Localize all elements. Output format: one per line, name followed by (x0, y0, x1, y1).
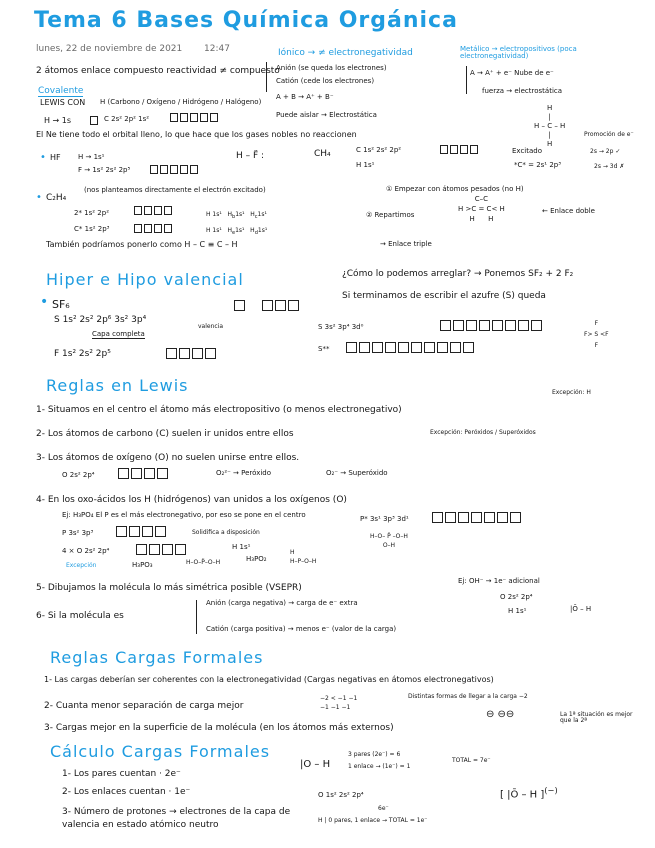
rl-4c: P 3s² 3p³ (62, 529, 94, 537)
apb-text: A + B → A⁺ + B⁻ (276, 93, 334, 101)
rl-5d: H 1s¹ (508, 607, 527, 615)
metal-eq: A → A⁺ + e⁻ Nube de e⁻ (470, 69, 554, 77)
h-boxes (90, 116, 98, 125)
c2h4-desc: (nos planteamos directamente el electrón excitado) (84, 186, 266, 194)
rl-5b: Ej: OH⁻ → 1e⁻ adicional (458, 577, 540, 585)
p-boxes (116, 526, 166, 537)
si-term-text: Si terminamos de escribir el azufre (S) queda (342, 291, 546, 301)
c2h4-label: C₂H₄ (46, 193, 67, 203)
rl-3e: O₂⁻ → Superóxido (326, 469, 388, 477)
rl-6: 6- Si la molécula es (36, 611, 124, 621)
hf-h: H → 1s¹ (78, 153, 105, 161)
tambien-line: También podríamos ponerlo como H – C ≡ C – H (46, 240, 238, 249)
valencia-text: valencia (198, 323, 224, 330)
promoc-text: Promoción de e⁻ (584, 131, 634, 138)
ch4-h: H 1s¹ (356, 161, 375, 169)
s3-boxes (440, 320, 542, 331)
h3po4-struct: H–O– P̈ –O–H O–H (370, 533, 408, 549)
rc-1: 1- Las cargas deberían ser coherentes con la electronegatividad (Cargas negativas en átomos electronegativos) (44, 675, 494, 684)
metalico-title: Metálico → electropositivos (poca electronegatividad) (460, 45, 577, 60)
rl-5c: O 2s² 2p⁴ (500, 593, 533, 601)
s-line: S 1s² 2s² 2p⁶ 3s² 3p⁴ (54, 315, 147, 325)
page-title: Tema 6 Bases Química Orgánica (34, 8, 458, 33)
rc-2-chain: −2 < −1 −1 −1 −1 −1 (320, 695, 358, 711)
calc-enlace: 1 enlace → (1e⁻) = 1 (348, 763, 411, 770)
o4-boxes (136, 544, 186, 555)
ch4-struct: H | H – C – H | H (534, 104, 566, 148)
calc-2: 2- Los enlaces cuentan · 1e⁻ (62, 787, 191, 797)
enlace-triple: → Enlace triple (380, 240, 432, 248)
rc-3b: La 1ª situación es mejor que la 2ª (560, 711, 633, 724)
sf6-bullet: • (40, 294, 49, 310)
s-star2-boxes (346, 342, 474, 353)
oh-bracket-struct: [ |Ō – H ](−) (500, 785, 558, 801)
sf6-label: SF₆ (52, 298, 70, 311)
oh-struct: |Ō – H (570, 605, 592, 613)
ch4-label: CH₄ (314, 149, 331, 159)
ionico-title: Iónico → ≠ electronegatividad (278, 48, 413, 58)
paso1-text: ① Empezar con átomos pesados (no H) (386, 185, 524, 193)
rl-6a: Anión (carga negativa) → carga de e⁻ extra (206, 599, 358, 607)
rl-3b: Excepción: Peróxidos / Superóxidos (430, 429, 536, 436)
page-time: 12:47 (204, 44, 230, 54)
anion-text: Anión (se queda los electrones) (276, 64, 387, 72)
hf-label: HF (50, 153, 61, 162)
sf6-p-boxes (262, 300, 299, 311)
rl-4b: Ej: H₃PO₄ El P es el más electronegativo, por eso se pone en el centro (62, 511, 306, 519)
f-boxes (166, 348, 216, 359)
calc-3: 3- Número de protones → electrones de la capa de valencia en estado atómico neutro (62, 807, 291, 830)
h-list: H 1s¹ $H_b1s^1$ $H_c1s^1$ H 1s¹ $H_e1s^1$ $H_d1s^1$ (206, 211, 268, 237)
c-boxes (170, 113, 218, 122)
excitado-text: Excitado (512, 147, 542, 155)
h3po2-struct: H H–P–O–H (290, 549, 317, 565)
rc-3: 3- Cargas mejor en la superficie de la molécula (en los átomos más externos) (44, 723, 394, 733)
h-config: H → 1s (44, 116, 72, 125)
rc-circles: ⊖ ⊖⊖ (486, 709, 515, 720)
c2h4-bullet: • (36, 192, 42, 203)
h3po2: H₃PO₂ (246, 555, 267, 563)
capa-text: Capa completa (92, 330, 145, 338)
calc-o-line: O 1s² 2s² 2p⁴ (318, 791, 364, 799)
hf-bullet: • (40, 152, 46, 163)
calc-oh: |O – H (300, 759, 331, 770)
intro-line1: 2 átomos enlace compuesto reactividad ≠ compuesto (36, 66, 280, 76)
c2h4-boxes1 (134, 206, 172, 215)
rl-5: 5- Dibujamos la molécula lo más simétrica posible (VSEPR) (36, 583, 302, 593)
rl-3c: O 2s² 2p⁴ (62, 471, 95, 479)
hf-f: F → 1s² 2s² 2p⁵ (78, 166, 131, 174)
rl-1b: Excepción: H (552, 389, 591, 396)
reglas-lewis-title: Reglas en Lewis (46, 376, 189, 395)
h3po3: H₃PO₃ (132, 561, 153, 569)
covalente-label: Covalente (38, 86, 84, 96)
c-star: *C* = 2s¹ 2p³ (514, 161, 562, 169)
sf6-struct: F F> S <F F (584, 320, 609, 349)
excep-label: Excepción (66, 562, 97, 569)
rl-4: 4- En los oxo-ácidos los H (hidrógenos) van unidos a los oxígenos (O) (36, 495, 347, 505)
c2h4-boxes2 (134, 224, 172, 233)
hf-lewis: H – F̈ : (236, 151, 265, 161)
rl-6-bracket (196, 600, 197, 634)
c-config: C 2s² 2p² 1s² (104, 115, 150, 123)
hiper-title: Hiper e Hipo valencial (46, 270, 244, 289)
ch4-c: C 1s² 2s² 2p² (356, 146, 402, 154)
s3-text: S 3s² 3p⁴ 3d⁰ (318, 323, 364, 331)
p-star-boxes (432, 512, 521, 523)
rl-3d: O₂²⁻ → Peróxido (216, 469, 272, 477)
sf6-s-boxes (234, 300, 245, 311)
metal-bracket (466, 66, 467, 94)
c2h4-struct: C–C H >C = C< H H H (458, 195, 505, 223)
rl-4e: 4 × O 2s² 2p⁴ (62, 547, 110, 555)
cation-text: Catión (cede los electrones) (276, 77, 375, 85)
ionico-bracket (266, 62, 267, 92)
rl-1: 1- Situamos en el centro el átomo más electropositivo (o menos electronegativo) (36, 405, 402, 415)
e-line: 2s → 2p ✓ (590, 148, 621, 155)
rl-4f: H 1s¹ (232, 543, 251, 551)
lewis-desc: H (Carbono / Oxígeno / Hidrógeno / Halógeno) (100, 98, 262, 106)
h3po3-struct: H–O–P̈–O–H (186, 559, 221, 566)
reglas-cargas-title: Reglas Cargas Formales (50, 648, 264, 667)
paso2-text: ② Repartimos (366, 211, 415, 219)
calc-h-pares: H | 0 pares, 1 enlace → TOTAL = 1e⁻ (318, 817, 428, 824)
rl-2: 2- Los átomos de carbono (C) suelen ir unidos entre ellos (36, 429, 294, 439)
puede-text: Puede aislar → Electrostática (276, 111, 377, 119)
rl-3: 3- Los átomos de oxígeno (O) no suelen unirse entre ellos. (36, 453, 300, 463)
lewis-con: LEWIS CON (40, 98, 86, 107)
fuerza-text: fuerza → electrostática (482, 87, 563, 95)
rl-4g: P* 3s¹ 3p³ 3d¹ (360, 515, 409, 523)
calc-six: 6e⁻ (378, 805, 389, 812)
enlace-doble: ← Enlace doble (542, 207, 595, 215)
calc-total: TOTAL = 7e⁻ (452, 757, 491, 764)
ch4-boxes (440, 145, 478, 154)
rl-4d: Solidifica a disposición (192, 529, 260, 536)
o-boxes (118, 468, 168, 479)
page-date: lunes, 22 de noviembre de 2021 (36, 44, 183, 54)
rc-2b: Distintas formas de llegar a la carga −2 (408, 693, 528, 700)
calculo-title: Cálculo Cargas Formales (50, 742, 271, 761)
f-line: F 1s² 2s² 2p⁵ (54, 349, 111, 359)
c-star-line1: 2* 1s² 2p² (74, 209, 110, 217)
rc-2: 2- Cuanta menor separación de carga mejor (44, 701, 244, 711)
s-star2-text: S** (318, 345, 330, 353)
sp3-text: 2s → 3d ✗ (594, 163, 625, 170)
calc-1: 1- Los pares cuentan · 2e⁻ (62, 769, 181, 779)
hf-f-boxes (150, 165, 198, 174)
calc-pares: 3 pares (2e⁻) = 6 (348, 751, 401, 758)
ne-line: El Ne tiene todo el orbital lleno, lo que hace que los gases nobles no reaccionen (36, 130, 357, 139)
rl-6b: Catión (carga positiva) → menos e⁻ (valor de la carga) (206, 625, 397, 633)
c-star-line2: C* 1s² 2p³ (74, 225, 110, 233)
como-text: ¿Cómo lo podemos arreglar? → Ponemos SF₂ + 2 F₂ (342, 269, 574, 279)
